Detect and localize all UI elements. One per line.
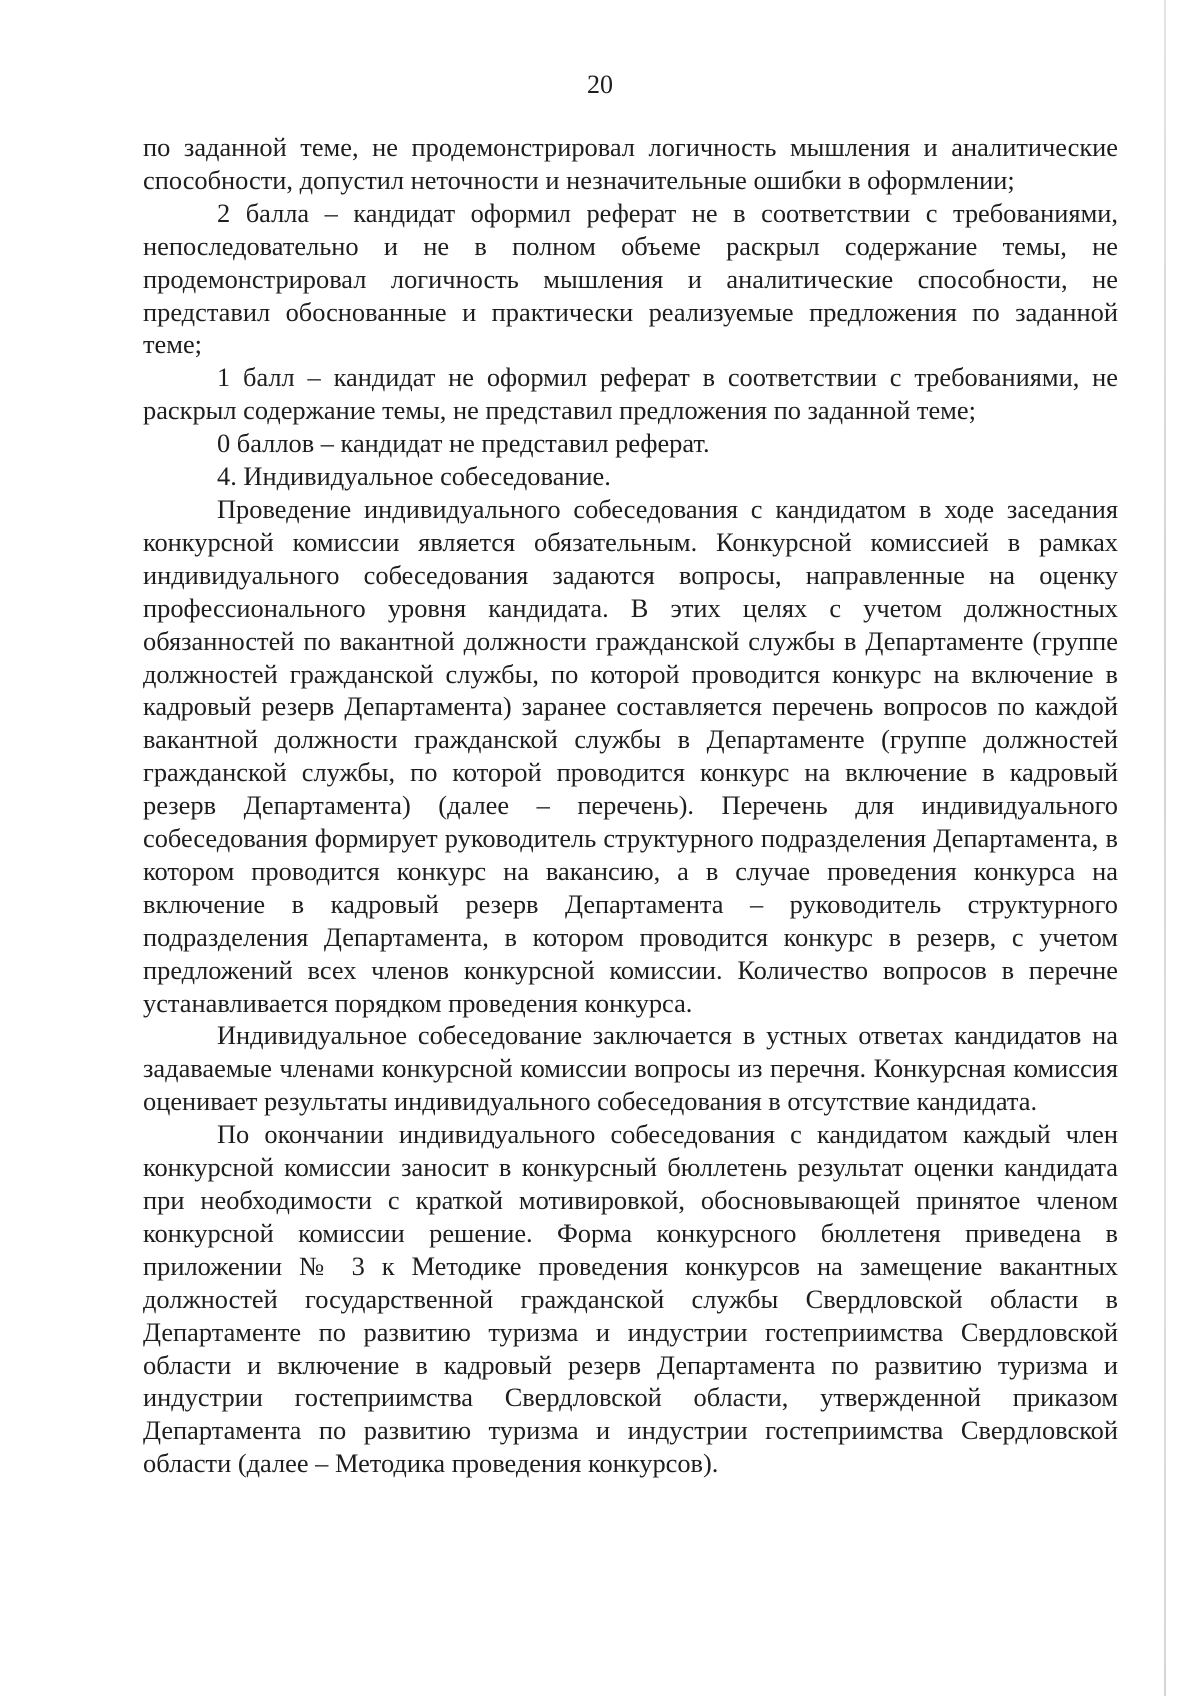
paragraph-interview-answers: Индивидуальное собеседование заключается в устных ответах кандидатов на задаваемые членами конкурсной комиссии вопросы из перечня. Конкурсная комиссия оценивает результаты индивидуального собеседования в отсутствие кандидата. xyxy=(143,1020,1118,1117)
paragraph-interview-procedure: Проведение индивидуального собеседования с кандидатом в ходе заседания конкурсной комиссии является обязательным. Конкурсной комиссией в рамках индивидуального собеседования задаются вопросы, направленные на оценку профессионального уровня кандидата. В этих целях с учетом должностных обязанностей по вакантной должности гражданской службы в Департаменте (группе должностей гражданской службы, по которой проводится конкурс на включение в кадровый резерв Департамента) заранее составляется перечень вопросов по каждой вакантной должности гражданской службы в Департаменте (группе должностей гражданской службы, по которой проводится конкурс на включение в кадровый резерв Департамента) (далее – перечень). Перечень для индивидуального собеседования формирует руководитель структурного подразделения Департамента, в котором проводится конкурс на вакансию, а в случае проведения конкурса на включение в кадровый резерв Департамента – руководитель структурного подразделения Департамента, в котором проводится конкурс в резерв, с учетом предложений всех членов конкурсной комиссии. Количество вопросов в перечне устанавливается порядком проведения конкурса. xyxy=(143,493,1118,1018)
document-body xyxy=(143,131,1118,1480)
paragraph-0-points: 0 баллов – кандидат не представил реферат. xyxy=(217,428,710,459)
page-number: 20 xyxy=(587,70,613,99)
paragraph-1-point: 1 балл – кандидат не оформил реферат в соответствии с требованиями, не раскрыл содержание темы, не представил предложения по заданной теме; xyxy=(143,362,1118,426)
section-heading-interview: 4. Индивидуальное собеседование. xyxy=(217,461,611,492)
paragraph-interview-ballot: По окончании индивидуального собеседования с кандидатом каждый член конкурсной комиссии заносит в конкурсный бюллетень результат оценки кандидата при необходимости с краткой мотивировкой, обосновывающей принятое членом конкурсной комиссии решение. Форма конкурсного бюллетеня приведена в приложении № 3 к Методике проведения конкурсов на замещение вакантных должностей государственной гражданской службы Свердловской области в Департаменте по развитию туризма и индустрии гостеприимства Свердловской области и включение в кадровый резерв Департамента по развитию туризма и индустрии гостеприимства Свердловской области, утвержденной приказом Департамента по развитию туризма и индустрии гостеприимства Свердловской области (далее – Методика проведения конкурсов). xyxy=(143,1119,1118,1479)
paragraph-2-points: 2 балла – кандидат оформил реферат не в соответствии с требованиями, непоследовательно и не в полном объеме раскрыл содержание темы, не продемонстрировал логичность мышления и аналитические способности, не представил обоснованные и практически реализуемые предложения по заданной теме; xyxy=(143,197,1118,360)
paragraph-continuation: по заданной теме, не продемонстрировал логичность мышления и аналитические способности, допустил неточности и незначительные ошибки в оформлении; xyxy=(143,132,1118,195)
scan-edge-line xyxy=(1164,0,1166,1696)
